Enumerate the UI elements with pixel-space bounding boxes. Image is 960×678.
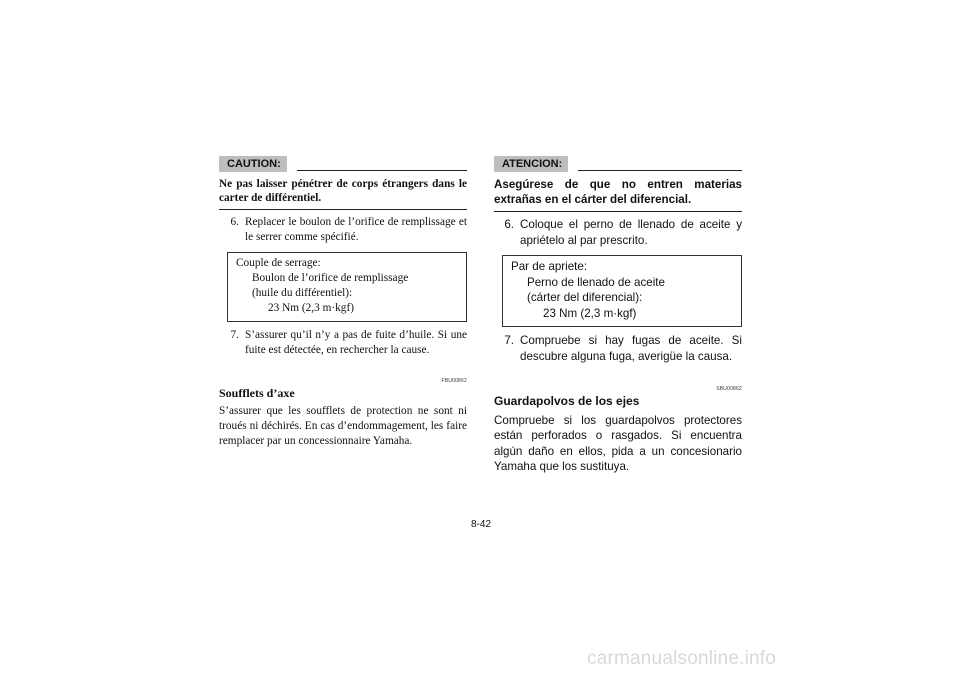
caution-end-rule — [494, 211, 742, 212]
caution-label: ATENCION: — [494, 156, 568, 172]
watermark: carmanualsonline.info — [587, 648, 777, 669]
spec-title: Par de apriete: — [511, 260, 588, 273]
caution-text: Ne pas laisser pénétrer de corps étrangers dans le carter de différentiel. — [219, 178, 467, 204]
step-number: 6. — [504, 218, 514, 231]
section-text: S’assurer que les soufflets de protection ne sont ni troués ni déchirés. En cas d’endommagement, les faire remplacer par un concessionnaire Yamaha. — [219, 405, 467, 447]
section-text: Compruebe si los guardapolvos protectores están perforados o rasgados. Si encuentra algún daño en ellos, pida a un concesionario Yamaha que los sustituya. — [494, 413, 742, 473]
step-number: 7. — [230, 329, 239, 341]
spanish-column — [494, 156, 742, 475]
step-number: 7. — [504, 334, 514, 347]
page-number: 8-42 — [471, 519, 492, 530]
step-number: 6. — [230, 216, 239, 228]
spec-value: 23 Nm (2,3 m·kgf) — [268, 302, 354, 314]
step-7 — [219, 328, 467, 358]
spec-value: 23 Nm (2,3 m·kgf) — [543, 306, 637, 320]
step-text: Replacer le boulon de l’orifice de remplissage et le serrer comme spécifié. — [245, 216, 467, 243]
spec-line-2: (cárter del diferencial): — [527, 291, 643, 304]
step-text: Compruebe si hay fugas de aceite. Si descubre alguna fuga, averigüe la causa. — [520, 334, 742, 363]
spec-title: Couple de serrage: — [236, 257, 321, 269]
section-code: SBU00862 — [716, 386, 742, 392]
spec-line-2: (huile du différentiel): — [252, 287, 353, 299]
spec-line-1: Boulon de l’orifice de remplissage — [252, 272, 409, 284]
step-6 — [494, 217, 742, 248]
step-6 — [219, 215, 467, 245]
caution-end-rule — [219, 209, 467, 210]
section-code: FBU00862 — [441, 378, 467, 384]
french-column — [219, 156, 467, 449]
caution-header — [494, 156, 742, 172]
caution-text: Asegúrese de que no entren materias extrañas en el cárter del diferencial. — [494, 178, 742, 206]
step-text: Coloque el perno de llenado de aceite y apriételo al par prescrito. — [520, 218, 742, 247]
step-text: S’assurer qu’il n’y a pas de fuite d’huile. Si une fuite est détectée, en rechercher la cause. — [245, 329, 467, 356]
torque-spec-box — [227, 252, 467, 322]
spec-line-1: Perno de llenado de aceite — [527, 275, 665, 289]
section-title: Guardapolvos de los ejes — [494, 394, 640, 408]
step-7 — [494, 333, 742, 364]
caution-label: CAUTION: — [219, 156, 287, 172]
caution-rule — [297, 170, 467, 171]
torque-spec-box — [502, 255, 742, 327]
caution-header — [219, 156, 467, 172]
section-title: Soufflets d’axe — [219, 386, 295, 400]
caution-rule — [578, 170, 742, 171]
